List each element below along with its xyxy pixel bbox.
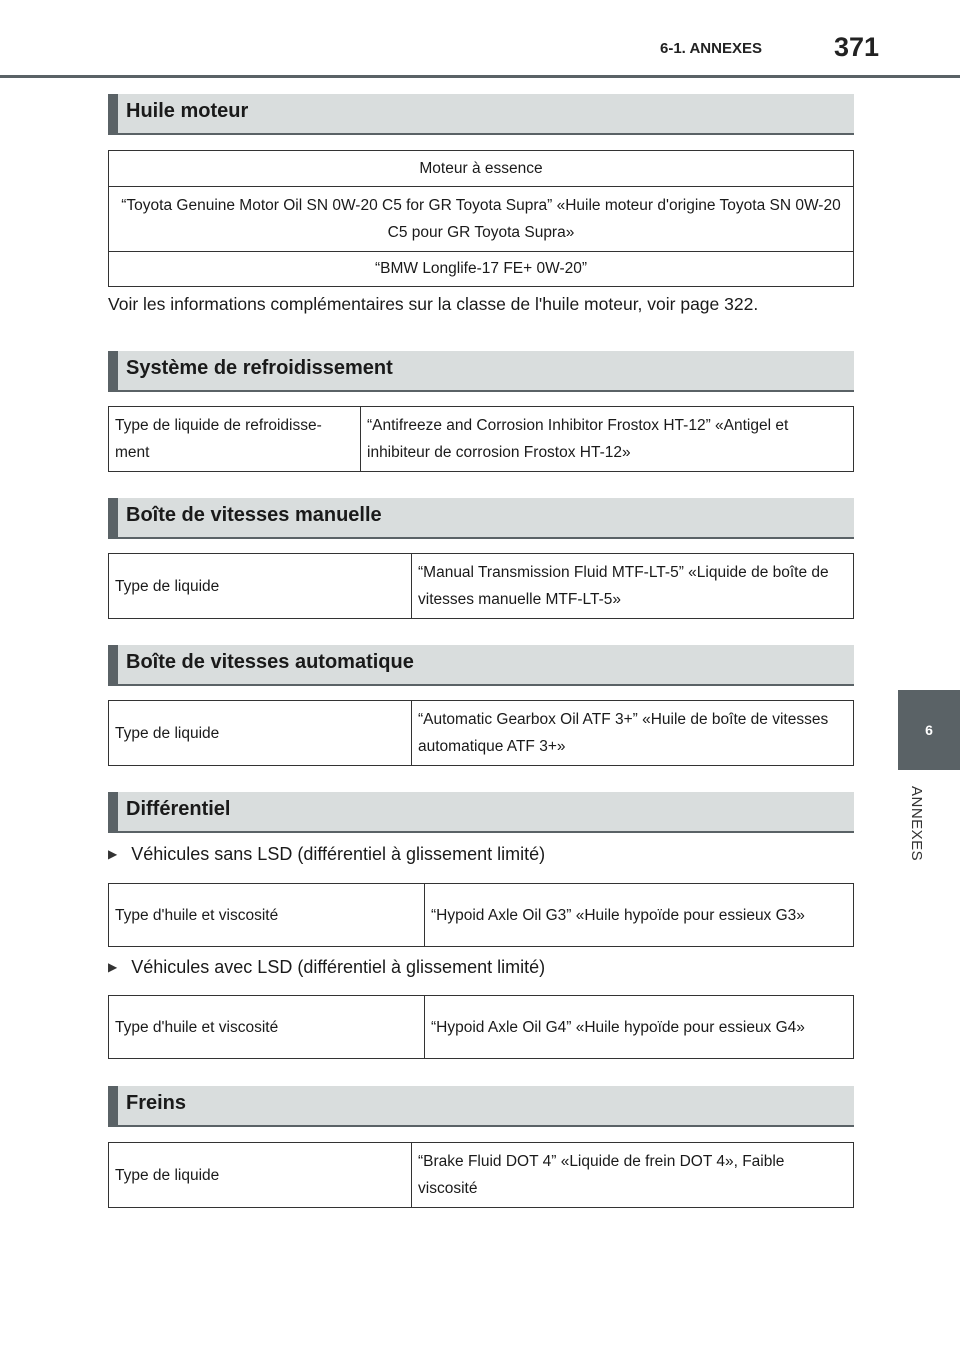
table-label-cell: Type de liquide bbox=[109, 1143, 412, 1208]
section-heading-text: Huile moteur bbox=[126, 100, 249, 122]
cooling-table bbox=[108, 406, 854, 472]
table-value-cell: “Manual Transmission Fluid MTF-LT-5” «Liquide de boîte de vitesses manuelle MTF-LT-5» bbox=[412, 554, 854, 619]
section-heading-text: Différentiel bbox=[126, 798, 231, 820]
header-rule bbox=[0, 75, 960, 78]
table-row bbox=[109, 252, 854, 287]
table-label-cell: Type d'huile et viscosité bbox=[109, 884, 425, 947]
table-row bbox=[109, 996, 854, 1059]
chapter-label bbox=[898, 786, 960, 886]
table-row bbox=[109, 1143, 854, 1208]
table-label-cell: Type de liquide bbox=[109, 701, 412, 766]
table-row bbox=[109, 187, 854, 252]
table-label-cell: Type de liquide de refroidisse-ment bbox=[109, 407, 361, 472]
table-header-cell: Moteur à essence bbox=[109, 151, 854, 187]
table-value-cell: “Hypoid Axle Oil G3” «Huile hypoïde pour essieux G3» bbox=[425, 884, 854, 947]
section-heading-differential bbox=[108, 792, 854, 833]
section-heading-manual-gearbox bbox=[108, 498, 854, 539]
table-label-cell: Type d'huile et viscosité bbox=[109, 996, 425, 1059]
auto-gearbox-table bbox=[108, 700, 854, 766]
bullet-text: Véhicules sans LSD (différentiel à glissement limité) bbox=[131, 844, 546, 864]
section-heading-brakes bbox=[108, 1086, 854, 1127]
differential-without-lsd-table bbox=[108, 883, 854, 947]
section-heading-text: Système de refroidissement bbox=[126, 357, 393, 379]
table-row bbox=[109, 151, 854, 187]
bullet-with-lsd bbox=[108, 957, 545, 978]
table-value-cell: “Automatic Gearbox Oil ATF 3+” «Huile de boîte de vitesses automatique ATF 3+» bbox=[412, 701, 854, 766]
table-row bbox=[109, 884, 854, 947]
bullet-without-lsd bbox=[108, 844, 545, 865]
table-value-cell: “Antifreeze and Corrosion Inhibitor Frostox HT-12” «Antigel et inhibiteur de corrosion Frostox HT-12» bbox=[361, 407, 854, 472]
table-label-cell: Type de liquide bbox=[109, 554, 412, 619]
section-heading-engine-oil bbox=[108, 94, 854, 135]
triangle-right-icon: ▶ bbox=[108, 960, 118, 974]
table-row bbox=[109, 554, 854, 619]
page-number: 371 bbox=[834, 32, 880, 62]
engine-oil-note: Voir les informations complémentaires sur la classe de l'huile moteur, voir page 322. bbox=[108, 294, 759, 314]
brakes-table bbox=[108, 1142, 854, 1208]
section-heading-text: Freins bbox=[126, 1092, 187, 1114]
engine-oil-table bbox=[108, 150, 854, 287]
section-heading-text: Boîte de vitesses automatique bbox=[126, 651, 414, 673]
section-heading-text: Boîte de vitesses manuelle bbox=[126, 504, 382, 526]
table-value-cell: “Brake Fluid DOT 4” «Liquide de frein DOT 4», Faible viscosité bbox=[412, 1143, 854, 1208]
section-title: 6-1. ANNEXES bbox=[660, 40, 762, 57]
table-value-cell: “Hypoid Axle Oil G4” «Huile hypoïde pour essieux G4» bbox=[425, 996, 854, 1059]
chapter-label-text: ANNEXES bbox=[908, 786, 925, 862]
bullet-text: Véhicules avec LSD (différentiel à glissement limité) bbox=[131, 957, 546, 977]
table-row bbox=[109, 701, 854, 766]
section-heading-auto-gearbox bbox=[108, 645, 854, 686]
table-cell: “BMW Longlife-17 FE+ 0W-20” bbox=[109, 252, 854, 287]
manual-gearbox-table bbox=[108, 553, 854, 619]
triangle-right-icon: ▶ bbox=[108, 847, 118, 861]
differential-with-lsd-table bbox=[108, 995, 854, 1059]
chapter-tab: 6 bbox=[898, 690, 960, 770]
table-cell: “Toyota Genuine Motor Oil SN 0W-20 C5 for GR Toyota Supra” «Huile moteur d'origine Toyota SN 0W-20 C5 pour GR Toyota Supra» bbox=[109, 187, 854, 252]
table-row bbox=[109, 407, 854, 472]
section-heading-cooling bbox=[108, 351, 854, 392]
